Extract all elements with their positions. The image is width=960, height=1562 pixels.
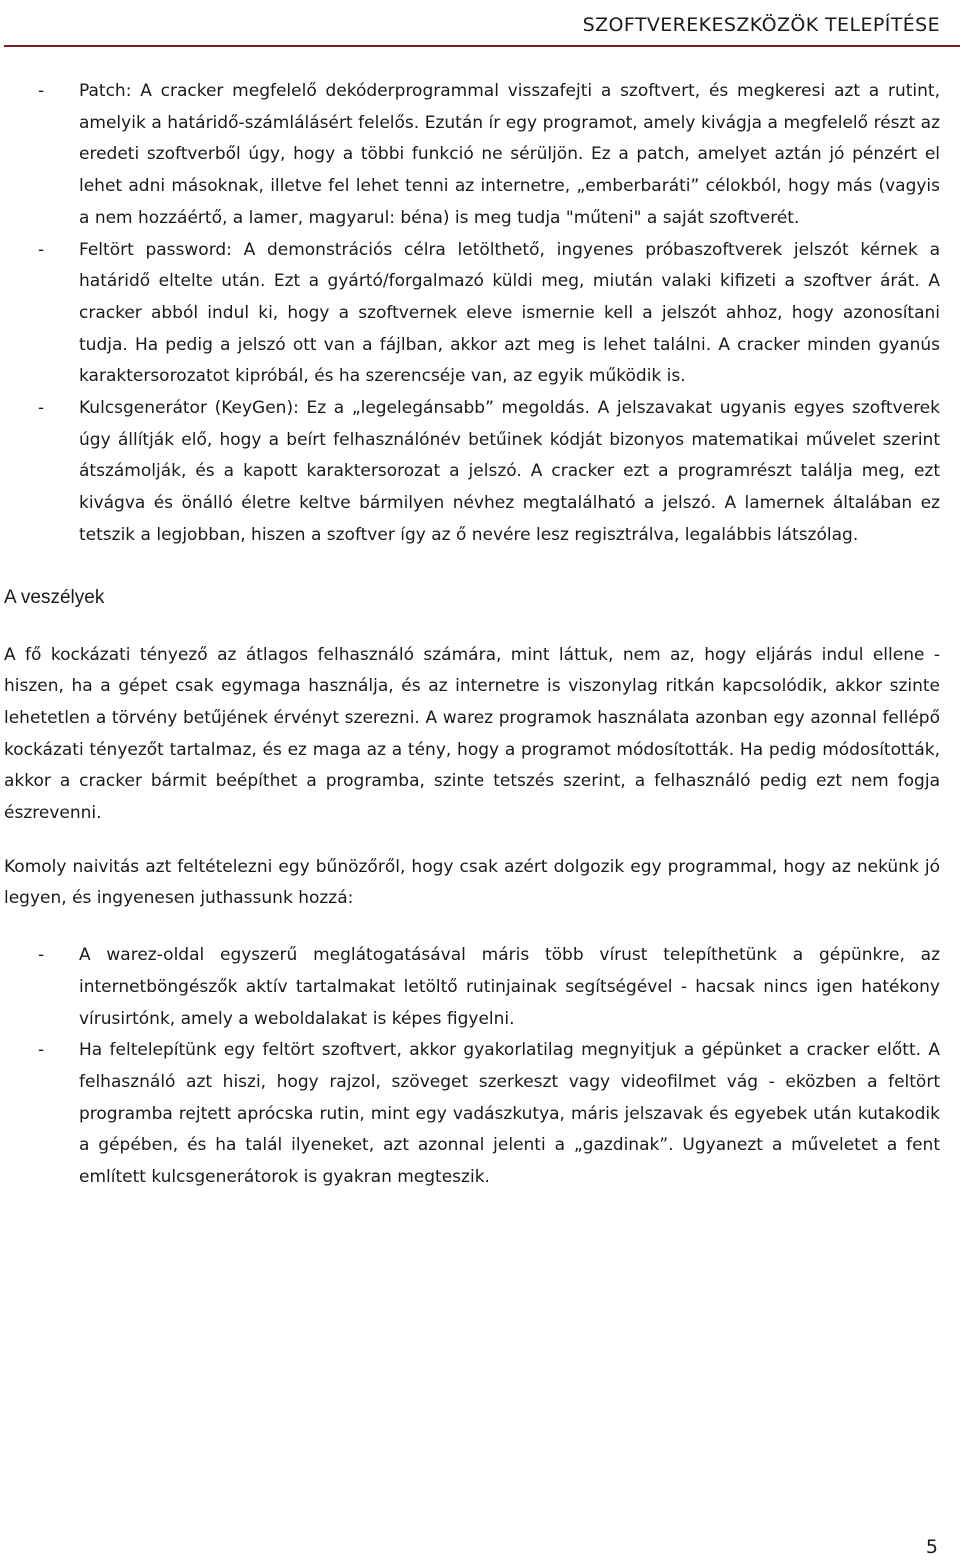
- list-item-keygen: [4, 393, 940, 552]
- paragraph-naivety: Komoly naivitás azt feltételezni egy bűnözőről, hogy csak azért dolgozik egy programmal, hogy az nekünk jó legyen, és ingyenesen juthassunk hozzá:: [4, 856, 940, 909]
- list-dash: -: [38, 398, 45, 419]
- list-item-text: Feltört password: A demonstrációs célra letölthető, ingyenes próbaszoftverek jelszót kérnek a határidő eltelte után. Ezt a gyártó/forgalmazó küldi meg, miután valaki kifizeti a szoftver árát. A cracker abból indul ki, hogy a szoftvernek eleve ismernie kell a jelszót ahhoz, hogy azonosítani tudja. Ha pedig a jelszó ott van a fájlban, akkor azt meg is lehet találni. A cracker minden gyanús karaktersorozatot kipróbál, és ha szerencséje van, az egyik működik is.: [79, 239, 940, 387]
- list-item-warez-site: [4, 940, 940, 1035]
- list-dash: -: [38, 81, 45, 101]
- running-header-title: SZOFTVEREKESZKÖZÖK TELEPÍTÉSE: [582, 14, 940, 36]
- list-item-text: Ha feltelepítünk egy feltört szoftvert, akkor gyakorlatilag megnyitjuk a gépünket a cracker előtt. A felhasználó azt hiszi, hogy rajzol, szöveget szerkeszt vagy videofilmet vág - eközben a feltört programba rejtett aprócska rutin, mint egy vadászkutya, máris jelszavak és egyebek után kutakodik a gépében, és ha talál ilyeneket, azt azonnal jelenti a „gazdinak”. Ugyanezt a műveletet a fent említett kulcsgenerátorok is gyakran megteszik.: [79, 1040, 940, 1188]
- list-item-text: Patch: A cracker megfelelő dekóderprogrammal visszafejti a szoftvert, és megkeresi azt a rutint, amelyik a határidő-számlálásért felelős. Ezután ír egy programot, amely kivágja a megfelelő részt az eredeti szoftverből úgy, hogy a többi funkció ne sérüljön. Ez a patch, amelyet aztán jó pénzért el lehet adni másoknak, illetve fel lehet tenni az internetre, „emberbaráti” célokból, hogy más (vagyis a nem hozzáértő, a lamer, magyarul: béna) is meg tudja "műteni" a saját szoftverét.: [79, 81, 940, 228]
- page-number: 5: [925, 1536, 938, 1558]
- page-header: [0, 0, 960, 46]
- page-body: [4, 76, 940, 1194]
- list-dash: -: [38, 1040, 45, 1061]
- list-item-text: A warez-oldal egyszerű meglátogatásával máris több vírust telepíthetünk a gépünkre, az internetböngészők aktív tartalmakat letöltő rutinjainak segítségével - hacsak nincs igen hatékony vírusirtónk, amely a weboldalakat is képes figyelni.: [79, 945, 940, 1029]
- cracking-methods-list: [4, 76, 940, 552]
- list-item-patch: [4, 76, 940, 235]
- list-dash: -: [38, 239, 45, 260]
- list-item-text: Kulcsgenerátor (KeyGen): Ez a „legelegánsabb” megoldás. A jelszavakat ugyanis egyes szoftverek úgy állítják elő, hogy a beírt felhasználónév betűinek kódját bizonyos matematikai művelet szerint átszámolják, és a kapott karaktersorozat a jelszó. A cracker ezt a programrészt találja meg, ezt kivágva és önálló életre keltve bármilyen névhez megtalálható a jelszó. A lamernek általában ez tetszik a legjobban, hiszen a szoftver így az ő nevére lesz regisztrálva, legalábbis látszólag.: [79, 398, 940, 545]
- dangers-list: [4, 940, 940, 1194]
- list-dash: -: [38, 945, 45, 966]
- list-item-password: [4, 235, 940, 394]
- section-heading: A veszélyek: [4, 586, 105, 608]
- list-item-cracked-software: [4, 1035, 940, 1194]
- header-rule: [4, 45, 960, 47]
- paragraph-risk: A fő kockázati tényező az átlagos felhasználó számára, mint láttuk, nem az, hogy eljárás indul ellene - hiszen, ha a gépet csak egymaga használja, és az internetre is viszonylag ritkán kapcsolódik, akkor szinte lehetetlen a törvény betűjének érvényt szerezni. A warez programok használata azonban egy azonnal fellépő kockázati tényezőt tartalmaz, és ez maga az a tény, hogy a programot módosították. Ha pedig módosították, akkor a cracker bármit beépíthet a programba, szinte tetszés szerint, a felhasználó pedig ezt nem fogja észrevenni.: [4, 644, 940, 824]
